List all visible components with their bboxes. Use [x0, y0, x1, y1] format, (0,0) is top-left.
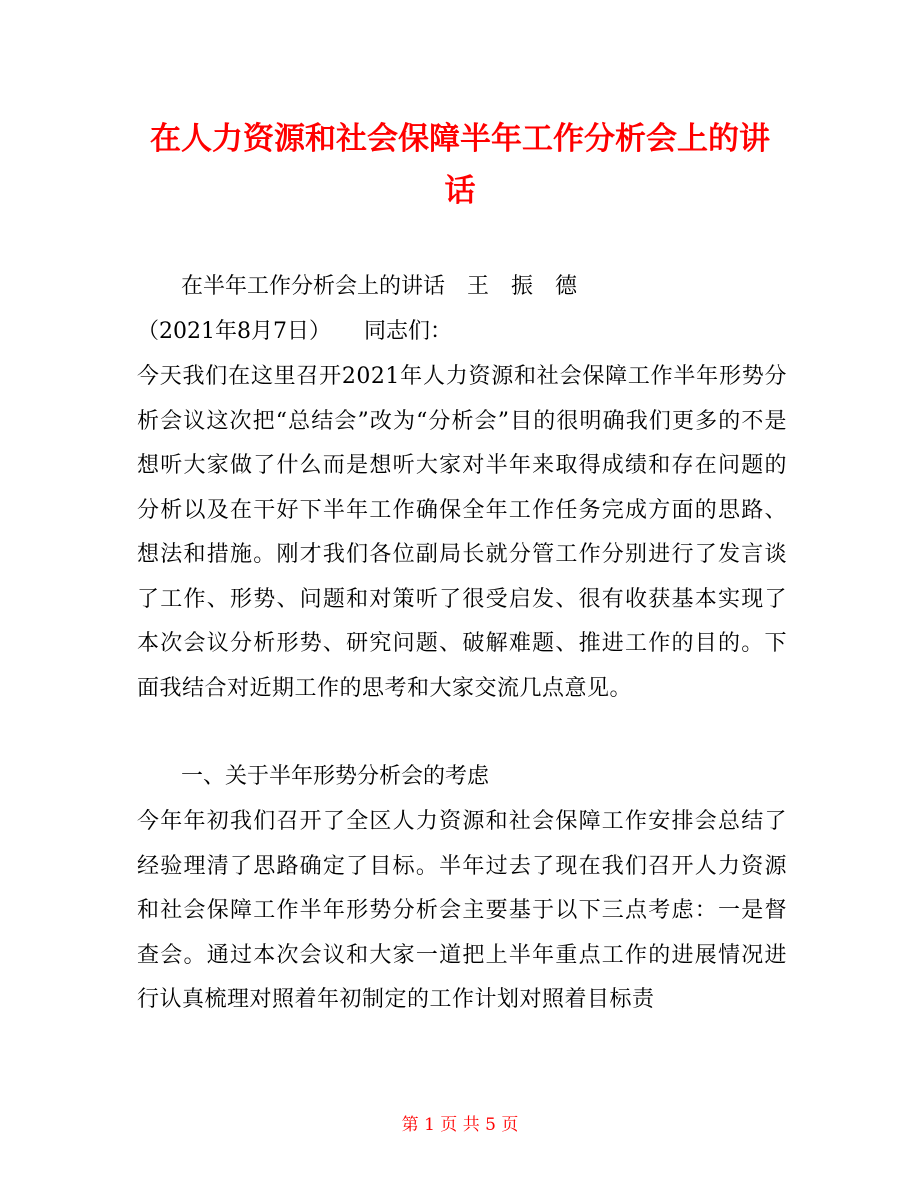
- body-paragraph-1: 今天我们在这里召开2021年人力资源和社会保障工作半年形势分析会议这次把“总结会”改为“分析会”目的很明确我们更多的不是想听大家做了什么而是想听大家对半年来取得成绩和存在问题的分析以及在干好下半年工作确保全年工作任务完成方面的思路、想法和措施。刚才我们各位副局长就分管工作分别进行了发言谈了工作、形势、问题和对策听了很受启发、很有收获基本实现了本次会议分析形势、研究问题、破解难题、推进工作的目的。下面我结合对近期工作的思考和大家交流几点意见。: [137, 364, 787, 701]
- document-title-line1: 在人力资源和社会保障半年工作分析会上的讲: [150, 121, 770, 157]
- section-heading-1: 一、关于半年形势分析会的考虑: [181, 764, 490, 789]
- document-title-line2: 话: [444, 173, 476, 209]
- date-and-greeting: （2021年8月7日） 同志们：: [137, 319, 452, 344]
- speech-subtitle: 在半年工作分析会上的讲话 王 振 德: [181, 274, 578, 299]
- page-number-footer: 第 1 页 共 5 页: [401, 1115, 519, 1135]
- body-paragraph-2: 今年年初我们召开了全区人力资源和社会保障工作安排会总结了经验理清了思路确定了目标。半年过去了现在我们召开人力资源和社会保障工作半年形势分析会主要基于以下三点考虑：一是督查会。通过本次会议和大家一道把上半年重点工作的进展情况进行认真梳理对照着年初制定的工作计划对照着目标责: [137, 809, 787, 1012]
